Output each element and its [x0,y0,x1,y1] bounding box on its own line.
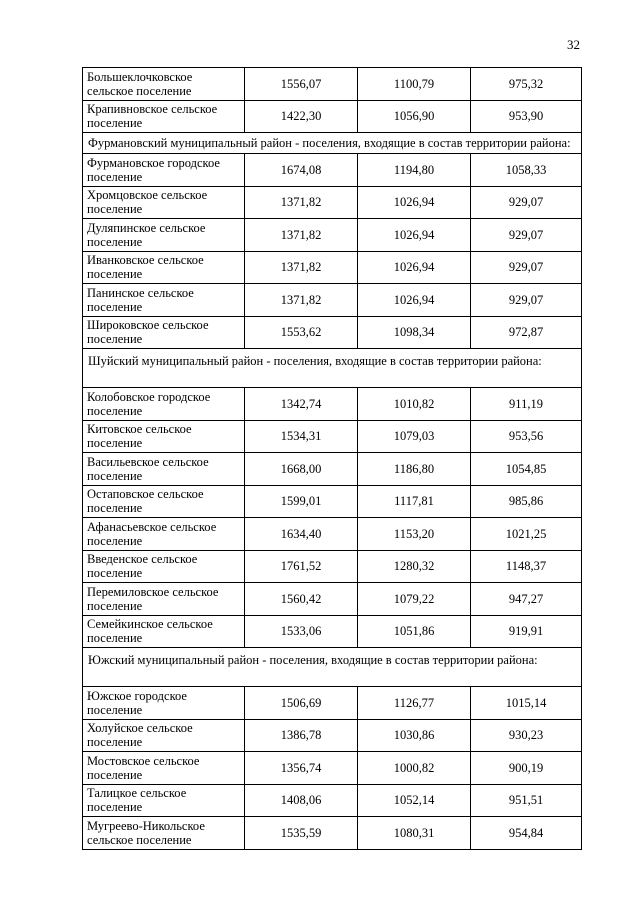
settlement-name: Хромцовское сельское поселение [83,186,245,219]
value-cell: 1000,82 [358,752,471,785]
value-cell: 1186,80 [358,453,471,486]
table-row [83,154,582,187]
value-cell: 1553,62 [245,316,358,349]
value-cell: 1052,14 [358,784,471,817]
settlement-name: Мостовское сельское поселение [83,752,245,785]
value-cell: 1098,34 [358,316,471,349]
value-cell: 1194,80 [358,154,471,187]
table-row [83,316,582,349]
settlement-name: Китовское сельское поселение [83,420,245,453]
value-cell: 929,07 [471,251,582,284]
settlement-name: Колобовское городское поселение [83,388,245,421]
value-cell: 1054,85 [471,453,582,486]
settlement-name: Мугреево-Никольское сельское поселение [83,817,245,850]
value-cell: 1408,06 [245,784,358,817]
value-cell: 1056,90 [358,100,471,133]
value-cell: 929,07 [471,186,582,219]
value-cell: 975,32 [471,68,582,101]
value-cell: 1560,42 [245,583,358,616]
value-cell: 1371,82 [245,284,358,317]
value-cell: 900,19 [471,752,582,785]
table-row [83,784,582,817]
section-header-row [83,349,582,388]
value-cell: 985,86 [471,485,582,518]
value-cell: 1026,94 [358,284,471,317]
settlement-name: Фурмановское городское поселение [83,154,245,187]
value-cell: 1280,32 [358,550,471,583]
table-row [83,284,582,317]
value-cell: 1556,07 [245,68,358,101]
table-row [83,420,582,453]
settlement-name: Холуйское сельское поселение [83,719,245,752]
value-cell: 929,07 [471,219,582,252]
value-cell: 1051,86 [358,615,471,648]
value-cell: 1021,25 [471,518,582,551]
value-cell: 1422,30 [245,100,358,133]
table-row [83,817,582,850]
settlement-name: Семейкинское сельское поселение [83,615,245,648]
value-cell: 929,07 [471,284,582,317]
value-cell: 1030,86 [358,719,471,752]
table-row [83,100,582,133]
settlement-name: Талицкое сельское поселение [83,784,245,817]
value-cell: 930,23 [471,719,582,752]
section-header-row [83,133,582,154]
value-cell: 1761,52 [245,550,358,583]
value-cell: 1342,74 [245,388,358,421]
value-cell: 1371,82 [245,186,358,219]
value-cell: 1026,94 [358,251,471,284]
settlement-name: Большеклочковское сельское поселение [83,68,245,101]
table-row [83,752,582,785]
table-row [83,388,582,421]
value-cell: 953,56 [471,420,582,453]
table-row [83,687,582,720]
settlement-name: Широковское сельское поселение [83,316,245,349]
section-title: Фурмановский муниципальный район - поселения, входящие в состав территории района: [83,133,582,154]
settlement-name: Крапивновское сельское поселение [83,100,245,133]
value-cell: 919,91 [471,615,582,648]
value-cell: 1534,31 [245,420,358,453]
settlement-name: Дуляпинское сельское поселение [83,219,245,252]
value-cell: 1079,22 [358,583,471,616]
value-cell: 1535,59 [245,817,358,850]
table-row [83,615,582,648]
value-cell: 1674,08 [245,154,358,187]
value-cell: 1371,82 [245,251,358,284]
settlement-name: Южское городское поселение [83,687,245,720]
value-cell: 911,19 [471,388,582,421]
tariff-table [82,67,582,850]
table-row [83,719,582,752]
table-row [83,518,582,551]
settlement-name: Перемиловское сельское поселение [83,583,245,616]
table-row [83,550,582,583]
value-cell: 1080,31 [358,817,471,850]
value-cell: 1153,20 [358,518,471,551]
table-row [83,186,582,219]
value-cell: 951,51 [471,784,582,817]
section-title: Шуйский муниципальный район - поселения, входящие в состав территории района: [83,349,582,388]
value-cell: 1010,82 [358,388,471,421]
value-cell: 972,87 [471,316,582,349]
value-cell: 1079,03 [358,420,471,453]
value-cell: 1506,69 [245,687,358,720]
section-header-row [83,648,582,687]
settlement-name: Введенское сельское поселение [83,550,245,583]
value-cell: 1668,00 [245,453,358,486]
value-cell: 1386,78 [245,719,358,752]
value-cell: 954,84 [471,817,582,850]
table-row [83,219,582,252]
settlement-name: Остаповское сельское поселение [83,485,245,518]
settlement-name: Афанасьевское сельское поселение [83,518,245,551]
value-cell: 1599,01 [245,485,358,518]
value-cell: 1117,81 [358,485,471,518]
value-cell: 1015,14 [471,687,582,720]
value-cell: 953,90 [471,100,582,133]
table-row [83,251,582,284]
value-cell: 1026,94 [358,186,471,219]
table-row [83,68,582,101]
value-cell: 1126,77 [358,687,471,720]
value-cell: 1356,74 [245,752,358,785]
value-cell: 1634,40 [245,518,358,551]
page-number: 32 [567,37,580,52]
value-cell: 947,27 [471,583,582,616]
value-cell: 1148,37 [471,550,582,583]
settlement-name: Панинское сельское поселение [83,284,245,317]
table-row [83,583,582,616]
settlement-name: Иванковское сельское поселение [83,251,245,284]
settlement-name: Васильевское сельское поселение [83,453,245,486]
value-cell: 1533,06 [245,615,358,648]
value-cell: 1026,94 [358,219,471,252]
value-cell: 1371,82 [245,219,358,252]
table-row [83,453,582,486]
section-title: Южский муниципальный район - поселения, входящие в состав территории района: [83,648,582,687]
table-row [83,485,582,518]
value-cell: 1058,33 [471,154,582,187]
value-cell: 1100,79 [358,68,471,101]
